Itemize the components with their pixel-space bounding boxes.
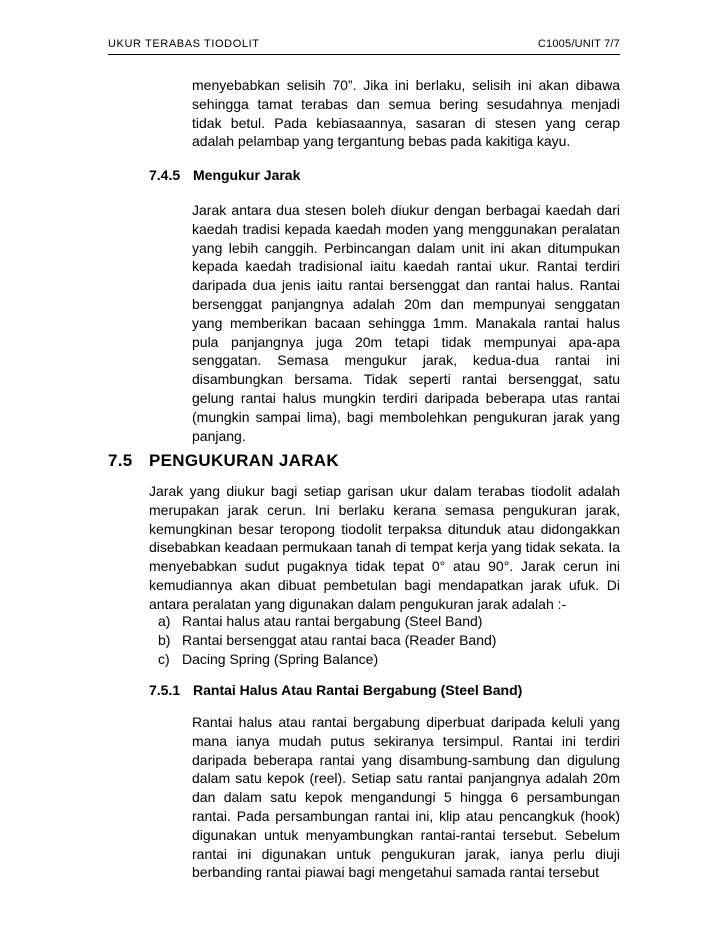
- list-item: [158, 650, 496, 669]
- section-number: 7.5: [108, 451, 133, 470]
- list-item: [158, 612, 496, 631]
- steel-band-paragraph: Rantai halus atau rantai bergabung diperbuat daripada keluli yang mana ianya mudah putus sekiranya tersimpul. Rantai ini terdiri daripada beberapa rantai yang disambung-sambung dan digulung dalam satu kepok (reel). Setiap satu rantai panjangnya adalah 20m dan dalam satu kepok mengandungi 5 hingga 6 persambungan rantai. Pada persambungan rantai ini, klip atau pencangkuk (hook) digunakan untuk menyambungkan rantai-rantai tersebut. Sebelum rantai ini digunakan untuk pengukuran jarak, ianya perlu diuji berbanding rantai piawai bagi mengetahui samada rantai tersebut: [192, 714, 620, 881]
- header-title: UKUR TERABAS TIODOLIT: [108, 38, 260, 50]
- list-marker: b): [158, 632, 171, 648]
- equipment-list: [158, 612, 496, 669]
- section-title: PENGUKURAN JARAK: [149, 451, 339, 470]
- header-divider: [108, 54, 620, 55]
- heading-title: Rantai Halus Atau Rantai Bergabung (Steel Band): [193, 682, 523, 698]
- header-unit-code: C1005/UNIT 7/7: [537, 38, 620, 50]
- list-marker: a): [158, 613, 171, 629]
- list-marker: c): [158, 651, 170, 667]
- list-item-text: Rantai bersenggat atau rantai baca (Reader Band): [182, 632, 497, 648]
- list-item-text: Rantai halus atau rantai bergabung (Steel Band): [182, 613, 483, 629]
- intro-paragraph: menyebabkan selisih 70”. Jika ini berlaku, selisih ini akan dibawa sehingga tamat terabas dan semua bering sesudahnya menjadi tidak betul. Pada kebiasaannya, sasaran di stesen yang cerap adalah pelambap yang tergantung bebas pada kakitiga kayu.: [192, 77, 620, 150]
- heading-number: 7.5.1: [149, 682, 181, 698]
- page-header: [108, 38, 620, 52]
- heading-number: 7.4.5: [149, 167, 181, 183]
- list-item: [158, 631, 496, 650]
- heading-title: Mengukur Jarak: [193, 167, 301, 183]
- pengukuran-jarak-paragraph: Jarak yang diukur bagi setiap garisan ukur dalam terabas tiodolit adalah merupakan jarak cerun. Ini berlaku kerana semasa pengukuran jarak, kemungkinan besar teropong tiodolit terpaksa ditunduk atau didongakkan disebabkan keadaan permukaan tanah di tempat kerja yang tidak sekata. Ia menyebabkan sudut pugaknya tidak tepat 0° atau 90°. Jarak cerun ini kemudiannya akan dibuat pembetulan bagi mendapatkan jarak ufuk. Di antara peralatan yang digunakan dalam pengukuran jarak adalah :-: [149, 483, 620, 612]
- mengukur-jarak-paragraph: Jarak antara dua stesen boleh diukur dengan berbagai kaedah dari kaedah tradisi kepada kaedah moden yang menggunakan peralatan yang lebih canggih. Perbincangan dalam unit ini akan ditumpukan kepada kaedah tradisional iaitu kaedah rantai ukur. Rantai terdiri daripada dua jenis iaitu rantai bersenggat dan rantai halus. Rantai bersenggat panjangnya adalah 20m dan mempunyai senggatan yang memberikan bacaan sehingga 1mm. Manakala rantai halus pula panjangnya juga 20m tetapi tidak mempunyai apa-apa senggatan. Semasa mengukur jarak, kedua-dua rantai ini disambungkan bersama. Tidak seperti rantai bersenggat, satu gelung rantai halus mungkin terdiri daripada beberapa utas rantai (mungkin sampai lima), bagi membolehkan pengukuran jarak yang panjang.: [192, 202, 620, 444]
- list-item-text: Dacing Spring (Spring Balance): [182, 651, 379, 667]
